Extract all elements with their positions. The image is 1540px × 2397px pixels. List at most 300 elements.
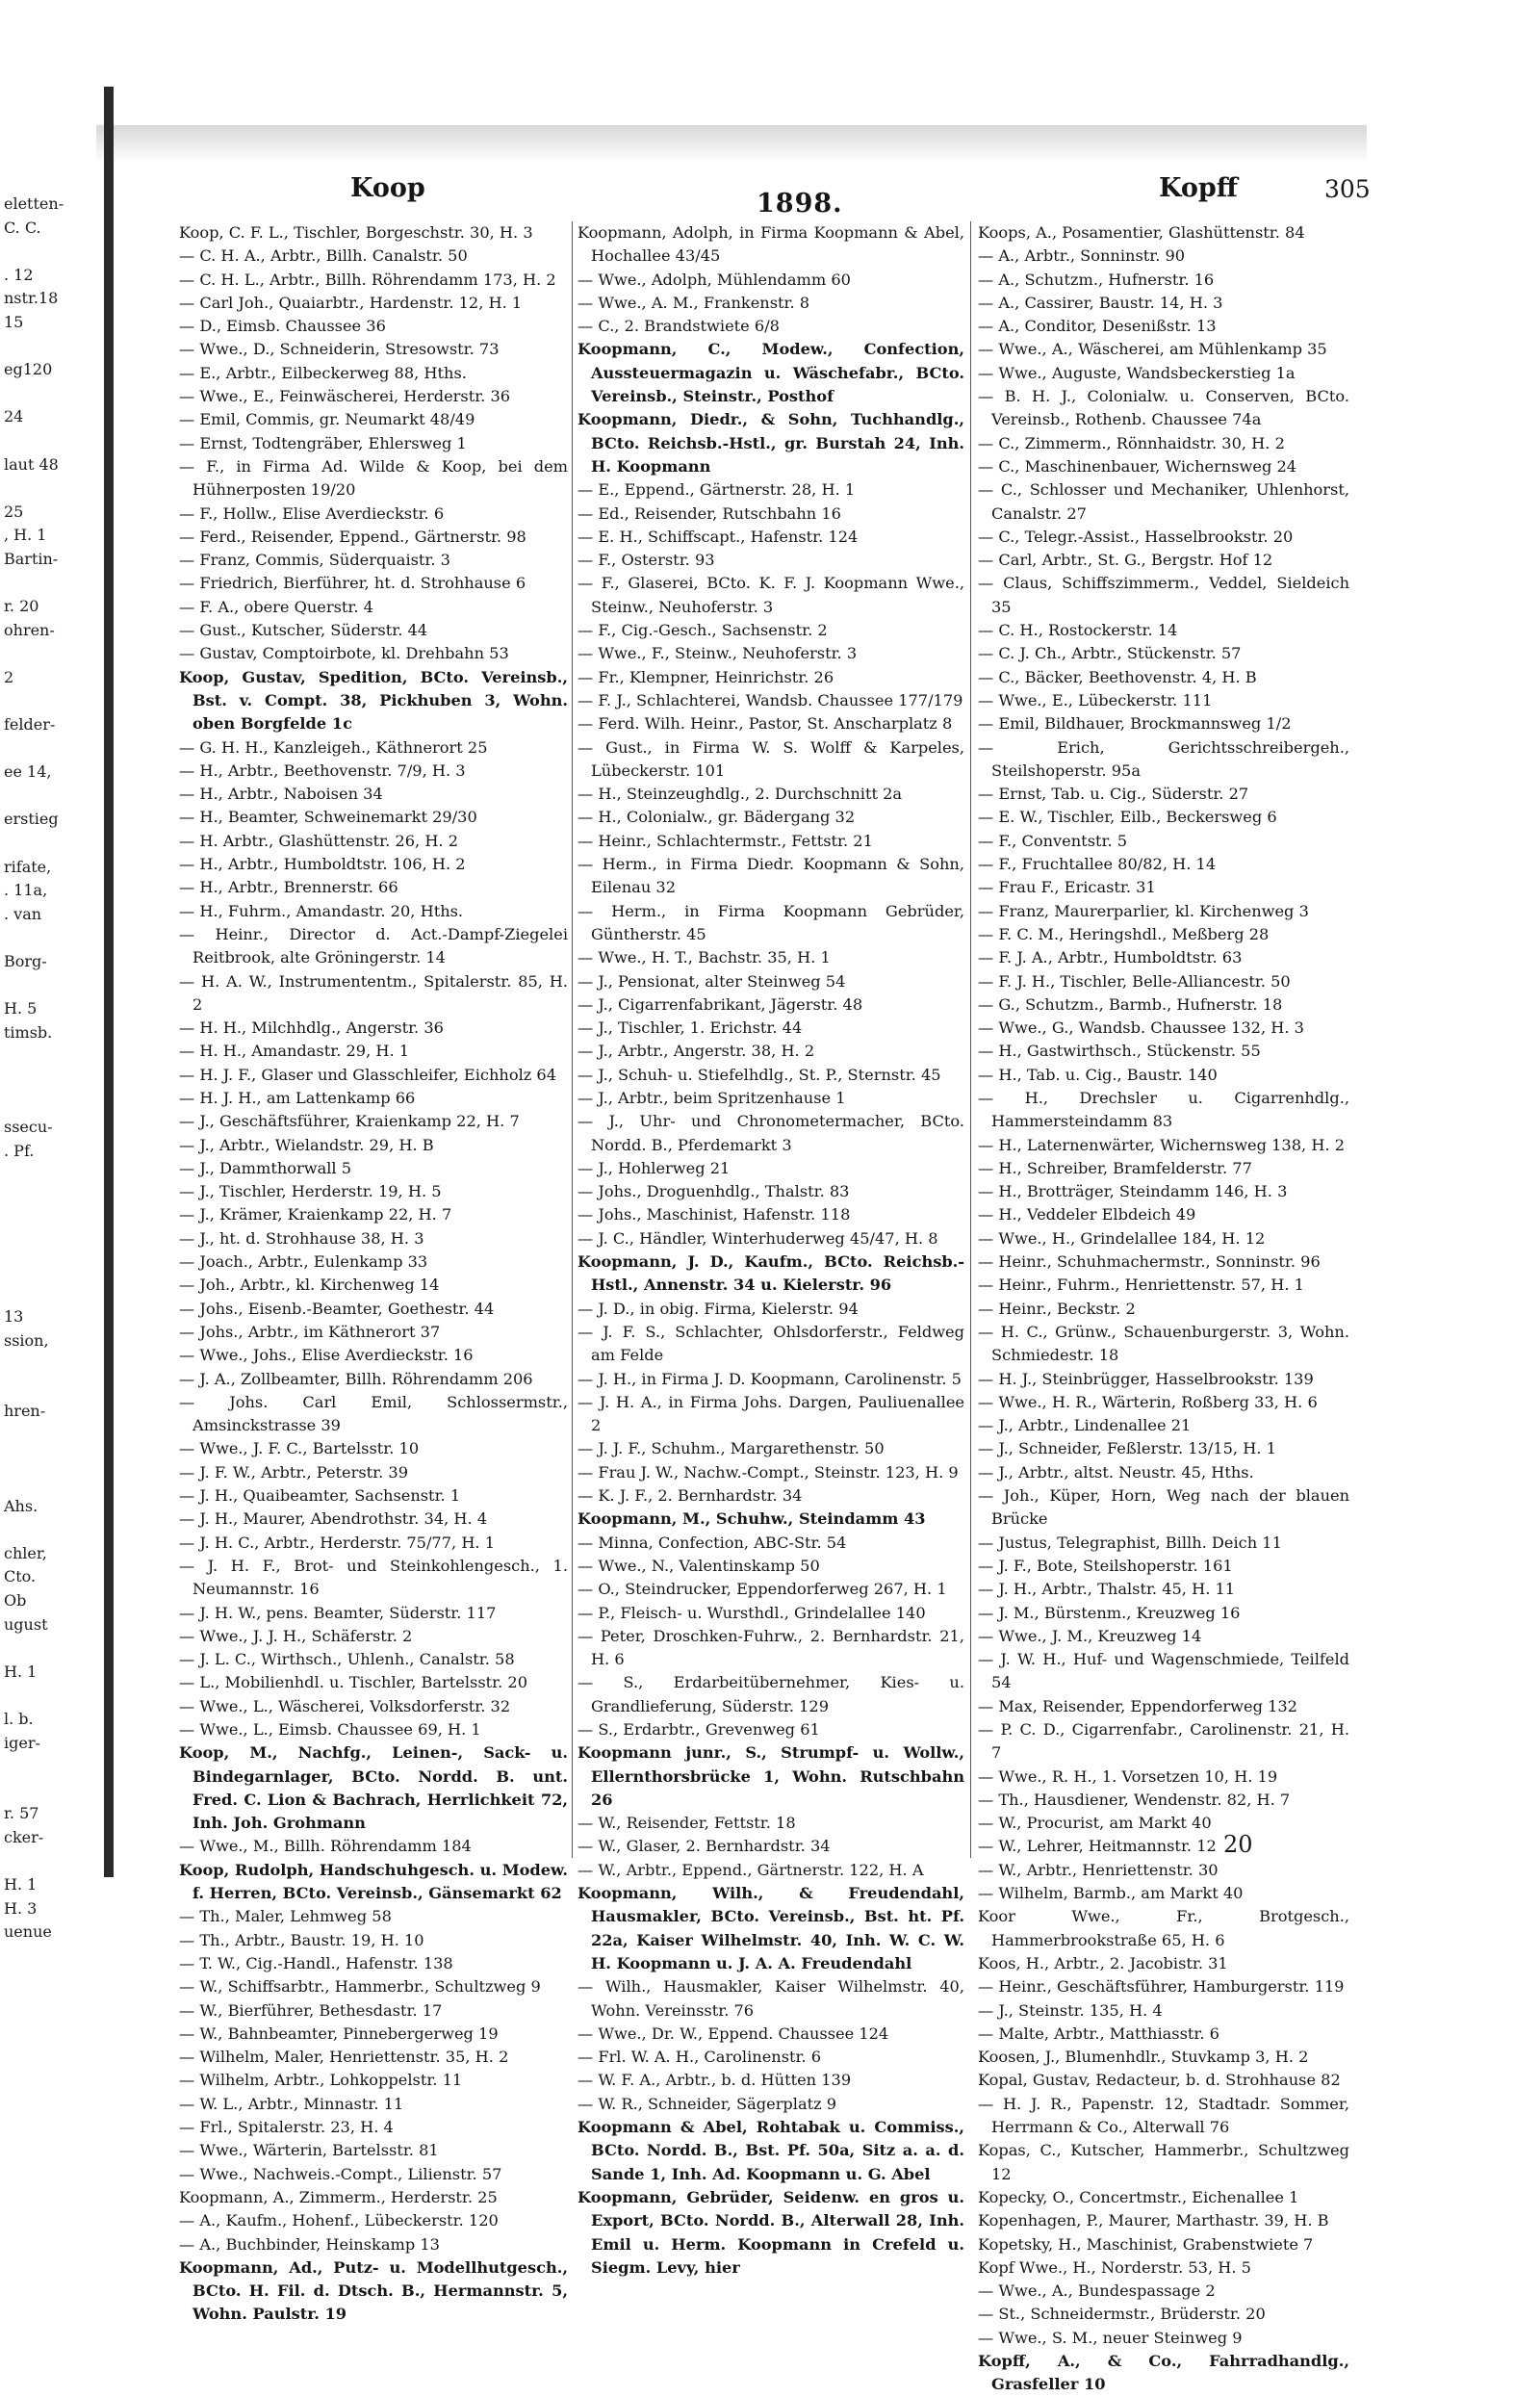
previous-page-line: . 12 — [4, 265, 34, 284]
previous-page-line — [0, 335, 102, 359]
directory-entry: — Claus, Schiffszimmerm., Veddel, Sieldeich 35 — [978, 574, 1349, 616]
directory-entry: — Wwe., G., Wandsb. Chaussee 132, H. 3 — [978, 1018, 1304, 1038]
directory-entry: Koor Wwe., Fr., Brotgesch., Hammerbrookstraße 65, H. 6 — [978, 1907, 1349, 1949]
directory-entry: — J. H. W., pens. Beamter, Süderstr. 117 — [179, 1603, 497, 1622]
directory-entry: — Wwe., A. M., Frankenstr. 8 — [578, 293, 810, 312]
directory-entry: — J., Krämer, Kraienkamp 22, H. 7 — [179, 1205, 452, 1224]
directory-entry: — F., Fruchtallee 80/82, H. 14 — [978, 855, 1217, 874]
directory-entry: — Joh., Küper, Horn, Weg nach der blauen Brücke — [978, 1486, 1349, 1529]
directory-entry: — Ernst, Tab. u. Cig., Süderstr. 27 — [978, 785, 1249, 804]
previous-page-line — [0, 1684, 102, 1708]
directory-entry: — H. C., Grünw., Schauenburgerstr. 3, Wohn. Schmiedestr. 18 — [978, 1322, 1349, 1365]
previous-page-line: r. 20 — [4, 597, 39, 616]
previous-page-line — [0, 1353, 102, 1377]
directory-entry: Koosen, J., Blumenhdlr., Stuvkamp 3, H. 2 — [978, 2048, 1309, 2067]
directory-entry: — J., Tischler, Herderstr. 19, H. 5 — [179, 1182, 442, 1201]
previous-page-line: erstieg — [4, 810, 59, 829]
directory-entry: — Wwe., N., Valentinskamp 50 — [578, 1556, 820, 1575]
previous-page-line — [0, 382, 102, 406]
column-1 — [179, 221, 568, 2324]
directory-entry-heading: Koopmann junr., S., Strumpf- u. Wollw., Ellernthorsbrücke 1, Wohn. Rutschbahn 26 — [578, 1743, 964, 1809]
directory-entry: — Wwe., R. H., 1. Vorsetzen 10, H. 19 — [978, 1766, 1278, 1786]
previous-page-line — [0, 1471, 102, 1495]
directory-entry: — Ernst, Todtengräber, Ehlersweg 1 — [179, 433, 467, 452]
directory-entry: — J., Arbtr., Lindenallee 21 — [978, 1416, 1192, 1435]
directory-entry: — St., Schneidermstr., Brüderstr. 20 — [978, 2305, 1266, 2324]
directory-entry: — H., Beamter, Schweinemarkt 29/30 — [179, 808, 477, 827]
directory-entry: — Wwe., F., Steinw., Neuhoferstr. 3 — [578, 644, 858, 663]
directory-entry: — W. F. A., Arbtr., b. d. Hütten 139 — [578, 2071, 852, 2090]
directory-entry-heading: Koopmann & Abel, Rohtabak u. Commiss., BCto. Nordd. B., Bst. Pf. 50a, Sitz a. a. d. Sande 1, Inh. Ad. Koopmann u. G. Abel — [578, 2118, 964, 2183]
directory-entry: — Th., Hausdiener, Wendenstr. 82, H. 7 — [978, 1790, 1291, 1809]
previous-page-line: Bartin- — [4, 549, 59, 568]
directory-entry: — K. J. F., 2. Bernhardstr. 34 — [578, 1486, 803, 1506]
previous-page-line: C. C. — [4, 218, 41, 237]
directory-entry-heading: Kopff, A., & Co., Fahrradhandlg., Grasfeller 10 — [978, 2352, 1349, 2394]
directory-entry: — Heinr., Schuhmachermstr., Sonninstr. 96 — [978, 1252, 1321, 1272]
directory-entry: — E., Arbtr., Eilbeckerweg 88, Hths. — [179, 363, 467, 382]
directory-entry: — C., Bäcker, Beethovenstr. 4, H. B — [978, 667, 1257, 686]
directory-entry: — Heinr., Director d. Act.-Dampf-Ziegelei Reitbrook, alte Gröningerstr. 14 — [179, 924, 568, 967]
directory-entry: — Heinr., Geschäftsführer, Hamburgerstr. 119 — [978, 1977, 1345, 1997]
directory-entry: — W., Arbtr., Eppend., Gärtnerstr. 122, H. A — [578, 1860, 924, 1879]
directory-entry: — J. D., in obig. Firma, Kielerstr. 94 — [578, 1299, 859, 1318]
directory-entry: — Emil, Commis, gr. Neumarkt 48/49 — [179, 410, 475, 429]
previous-page-line: nstr.18 — [4, 289, 59, 308]
previous-page-line — [0, 1377, 102, 1401]
directory-entry: — H., Brotträger, Steindamm 146, H. 3 — [978, 1182, 1288, 1201]
directory-entry: — J. H. C., Arbtr., Herderstr. 75/77, H. 1 — [179, 1533, 496, 1552]
directory-entry: — F., Glaserei, BCto. K. F. J. Koopmann Wwe., Steinw., Neuhoferstr. 3 — [578, 574, 964, 616]
directory-entry: — Wwe., H. R., Wärterin, Roßberg 33, H. 6 — [978, 1392, 1318, 1411]
directory-entry: — Wwe., H. T., Bachstr. 35, H. 1 — [578, 948, 831, 967]
directory-entry: — H. Arbtr., Glashüttenstr. 26, H. 2 — [179, 831, 459, 850]
directory-entry: — C., Schlosser und Mechaniker, Uhlenhorst, Canalstr. 27 — [978, 480, 1349, 523]
directory-entry: — A., Conditor, Desenißstr. 13 — [978, 317, 1217, 336]
directory-entry: Kopf Wwe., H., Norderstr. 53, H. 5 — [978, 2257, 1251, 2277]
directory-entry: — Johs. Carl Emil, Schlossermstr., Amsinckstrasse 39 — [179, 1392, 568, 1435]
directory-entry: — H., Schreiber, Bramfelderstr. 77 — [978, 1158, 1252, 1177]
previous-page-line — [0, 926, 102, 950]
directory-entry: — J., ht. d. Strohhause 38, H. 3 — [179, 1228, 424, 1248]
directory-entry: — Wilhelm, Maler, Henriettenstr. 35, H. 2 — [179, 2048, 509, 2067]
directory-entry: — A., Buchbinder, Heinskamp 13 — [179, 2234, 440, 2254]
directory-entry: — F. C. M., Heringshdl., Meßberg 28 — [978, 924, 1270, 943]
directory-entry: — Wwe., Nachweis.-Compt., Lilienstr. 57 — [179, 2164, 502, 2183]
previous-page-line — [0, 240, 102, 264]
previous-page-line — [0, 1163, 102, 1187]
directory-entry: — B. H. J., Colonialw. u. Conserven, BCto. Vereinsb., Rothenb. Chaussee 74a — [978, 387, 1349, 429]
directory-entry: Kopenhagen, P., Maurer, Marthastr. 39, H. B — [978, 2211, 1329, 2230]
directory-entry: Kopas, C., Kutscher, Hammerbr., Schultzweg 12 — [978, 2141, 1349, 2183]
directory-entry: — Gust., Kutscher, Süderstr. 44 — [179, 621, 428, 640]
previous-page-line: H. 1 — [4, 1875, 38, 1894]
directory-entry: — H., Tab. u. Cig., Baustr. 140 — [978, 1065, 1218, 1084]
directory-entry: — J., Schuh- u. Stiefelhdlg., St. P., Sternstr. 45 — [578, 1065, 941, 1084]
directory-entry: — Gust., in Firma W. S. Wolff & Karpeles, Lübeckerstr. 101 — [578, 737, 964, 780]
directory-entry: — Wwe., A., Bundespassage 2 — [978, 2281, 1216, 2301]
directory-entry: — O., Steindrucker, Eppendorferweg 267, H. 1 — [578, 1580, 947, 1599]
previous-page-line — [0, 1234, 102, 1258]
directory-entry: Koopmann, A., Zimmerm., Herderstr. 25 — [179, 2187, 498, 2206]
directory-entry: — J. H., Maurer, Abendrothstr. 34, H. 4 — [179, 1509, 488, 1529]
directory-entry: — J., Uhr- und Chronometermacher, BCto. Nordd. B., Pferdemarkt 3 — [578, 1112, 964, 1154]
previous-page-line: . Pf. — [4, 1141, 35, 1160]
directory-entry: — H. A. W., Instrumententm., Spitalerstr. 85, H. 2 — [179, 971, 568, 1014]
directory-entry: Kopecky, O., Concertmstr., Eichenallee 1 — [978, 2187, 1299, 2206]
previous-page-line: ohren- — [4, 620, 55, 639]
directory-entry-heading: Koopmann, J. D., Kaufm., BCto. Reichsb.-Hstl., Annenstr. 34 u. Kielerstr. 96 — [578, 1252, 964, 1295]
year-heading: 1898. — [757, 189, 843, 219]
right-guide-word: Kopff — [1159, 173, 1238, 203]
previous-page-line: hren- — [4, 1402, 46, 1421]
directory-entry-heading: Koopmann, C., Modew., Confection, Aussteuermagazin u. Wäschefabr., BCto. Vereinsb., Steinstr., Posthof — [578, 340, 964, 406]
directory-entry-heading: Koop, Rudolph, Handschuhgesch. u. Modew. f. Herren, BCto. Vereinsb., Gänsemarkt 62 — [179, 1860, 568, 1903]
directory-entry: — Justus, Telegraphist, Billh. Deich 11 — [978, 1533, 1282, 1552]
directory-entry: — H., Drechsler u. Cigarrenhdlg., Hammersteindamm 83 — [978, 1088, 1349, 1131]
previous-page-line — [0, 832, 102, 856]
directory-entry: — F. A., obere Querstr. 4 — [179, 597, 373, 616]
directory-entry: — Wilhelm, Barmb., am Markt 40 — [978, 1884, 1244, 1903]
previous-page-line — [0, 689, 102, 713]
directory-entry: — W. R., Schneider, Sägerplatz 9 — [578, 2094, 837, 2113]
directory-entry: — Franz, Maurerparlier, kl. Kirchenweg 3 — [978, 901, 1309, 920]
directory-entry: — G. H. H., Kanzleigeh., Käthnerort 25 — [179, 737, 488, 757]
directory-entry: Kopetsky, H., Maschinist, Grabenstwiete 7 — [978, 2234, 1314, 2254]
directory-entry: — H. H., Amandastr. 29, H. 1 — [179, 1042, 410, 1061]
directory-entry: Koop, C. F. L., Tischler, Borgeschstr. 30, H. 3 — [179, 223, 533, 242]
directory-entry: — Heinr., Beckstr. 2 — [978, 1299, 1136, 1318]
directory-entry: — Franz, Commis, Süderquaistr. 3 — [179, 551, 450, 570]
previous-page-line: iger- — [4, 1733, 40, 1752]
previous-page-line: l. b. — [4, 1710, 34, 1728]
directory-entry: — Emil, Bildhauer, Brockmannsweg 1/2 — [978, 714, 1292, 734]
directory-page — [179, 162, 1371, 2394]
directory-entry: — H., Arbtr., Naboisen 34 — [179, 785, 383, 804]
directory-entry: — J. H., in Firma J. D. Koopmann, Carolinenstr. 5 — [578, 1369, 962, 1388]
previous-page-line: cker- — [4, 1827, 44, 1846]
directory-entry: — Herm., in Firma Koopmann Gebrüder, Güntherstr. 45 — [578, 901, 964, 943]
directory-entry: — H. J., Steinbrügger, Hasselbrookstr. 139 — [978, 1369, 1314, 1388]
directory-entry: — Max, Reisender, Eppendorferweg 132 — [978, 1696, 1297, 1715]
previous-page-line: timsb. — [4, 1022, 53, 1042]
previous-page-line: Borg- — [4, 952, 47, 970]
previous-page-line — [0, 1424, 102, 1448]
directory-entry-heading: Koopmann, Wilh., & Freudendahl, Hausmakler, BCto. Vereinsb., Bst. ht. Pf. 22a, Kaiser Wilhelmstr. 40, Inh. W. C. W. H. Koopmann u. J. A. A. Freudendahl — [578, 1884, 964, 1972]
previous-page-line: rifate, — [4, 857, 52, 876]
directory-entry: — J., Arbtr., Wielandstr. 29, H. B — [179, 1135, 434, 1154]
directory-entry: — Herm., in Firma Diedr. Koopmann & Sohn, Eilenau 32 — [578, 855, 964, 897]
previous-page-line: 24 — [4, 407, 24, 426]
directory-entry: — J., Schneider, Feßlerstr. 13/15, H. 1 — [978, 1439, 1276, 1458]
directory-entry-heading: Koopmann, M., Schuhw., Steindamm 43 — [578, 1509, 926, 1529]
directory-entry: — H. J. H., am Lattenkamp 66 — [179, 1088, 416, 1107]
previous-page-line — [0, 429, 102, 453]
page-header — [179, 162, 1371, 219]
directory-entry: — J. F. W., Arbtr., Peterstr. 39 — [179, 1462, 409, 1482]
directory-entry: — Minna, Confection, ABC-Str. 54 — [578, 1533, 847, 1552]
directory-entry: — J., Arbtr., Angerstr. 38, H. 2 — [578, 1042, 815, 1061]
previous-page-line: 25 — [4, 502, 24, 521]
directory-entry: — J., Hohlerweg 21 — [578, 1158, 731, 1177]
directory-entry: — J. H., Arbtr., Thalstr. 45, H. 11 — [978, 1580, 1236, 1599]
directory-entry: — J. F. S., Schlachter, Ohlsdorferstr., Feldweg am Felde — [578, 1322, 964, 1365]
previous-page-line: laut 48 — [4, 454, 59, 474]
book-gutter — [104, 87, 114, 1877]
directory-entry: — C., Zimmerm., Rönnhaidstr. 30, H. 2 — [978, 433, 1285, 452]
directory-entry: — S., Erdarbeitübernehmer, Kies- u. Grandlieferung, Süderstr. 129 — [578, 1673, 964, 1715]
directory-entry: — W., Lehrer, Heitmannstr. 12 — [978, 1837, 1217, 1856]
previous-page-line — [0, 1281, 102, 1305]
directory-entry: — H., Arbtr., Brennerstr. 66 — [179, 878, 398, 897]
directory-entry: — Johs., Arbtr., im Käthnerort 37 — [179, 1322, 441, 1341]
directory-entry: — Carl Joh., Quaiarbtr., Hardenstr. 12, H. 1 — [179, 293, 523, 312]
directory-entry: — F., Cig.-Gesch., Sachsenstr. 2 — [578, 621, 828, 640]
previous-page-line: Ahs. — [4, 1496, 38, 1515]
directory-entry: — P., Fleisch- u. Wursthdl., Grindelallee 140 — [578, 1603, 926, 1622]
directory-entry: — Wwe., L., Eimsb. Chaussee 69, H. 1 — [179, 1720, 481, 1739]
previous-page-line: uenue — [4, 1922, 52, 1942]
previous-page-line — [0, 477, 102, 501]
previous-page-line: H. 3 — [4, 1898, 38, 1918]
directory-entry: — H., Fuhrm., Amandastr. 20, Hths. — [179, 901, 464, 920]
previous-page-line: ssecu- — [4, 1118, 53, 1137]
previous-page-line: Cto. — [4, 1567, 37, 1586]
previous-page-line: H. 1 — [4, 1662, 38, 1681]
previous-page-line — [0, 1637, 102, 1661]
directory-entry: — Friedrich, Bierführer, ht. d. Strohhause 6 — [179, 574, 526, 593]
directory-entry: — Wwe., J. M., Kreuzweg 14 — [978, 1626, 1202, 1645]
left-guide-word: Koop — [350, 173, 425, 203]
previous-page-line — [0, 1518, 102, 1542]
previous-page-line: eletten- — [4, 194, 64, 213]
column-3 — [978, 221, 1349, 2394]
directory-entry: — F., Conventstr. 5 — [978, 831, 1128, 850]
directory-entry: — F., Osterstr. 93 — [578, 551, 715, 570]
directory-entry: — S., Erdarbtr., Grevenweg 61 — [578, 1720, 820, 1739]
previous-page-line — [0, 572, 102, 596]
directory-entry: — Frau J. W., Nachw.-Compt., Steinstr. 123, H. 9 — [578, 1462, 959, 1482]
page-number: 305 — [1324, 175, 1371, 203]
directory-entry: — Erich, Gerichtsschreibergeh., Steilshoperstr. 95a — [978, 737, 1349, 780]
previous-page-fragment — [0, 193, 102, 1942]
directory-entry: — W., Reisender, Fettstr. 18 — [578, 1814, 796, 1833]
previous-page-line — [0, 642, 102, 666]
directory-entry: — Ferd., Reisender, Eppend., Gärtnerstr. 98 — [179, 527, 526, 546]
directory-entry: — C. J. Ch., Arbtr., Stückenstr. 57 — [978, 644, 1242, 663]
directory-entry: — F. J., Schlachterei, Wandsb. Chaussee 177/179 — [578, 690, 963, 709]
directory-entry: — Wwe., J. J. H., Schäferstr. 2 — [179, 1626, 413, 1645]
directory-entry: — Joh., Arbtr., kl. Kirchenweg 14 — [179, 1276, 440, 1295]
column-2 — [578, 221, 964, 2277]
previous-page-line — [0, 1850, 102, 1874]
previous-page-line — [0, 1044, 102, 1069]
directory-entry: — Heinr., Fuhrm., Henriettenstr. 57, H. 1 — [978, 1276, 1304, 1295]
previous-page-line — [0, 1069, 102, 1093]
directory-entry: — Wwe., Johs., Elise Averdieckstr. 16 — [179, 1346, 474, 1365]
directory-entry: — J. M., Bürstenm., Kreuzweg 16 — [978, 1603, 1241, 1622]
directory-entry-heading: Koopmann, Diedr., & Sohn, Tuchhandlg., BCto. Reichsb.-Hstl., gr. Burstah 24, Inh. H. Koopmann — [578, 410, 964, 476]
previous-page-line — [0, 1447, 102, 1471]
directory-entry: — W., Schiffsarbtr., Hammerbr., Schultzweg 9 — [179, 1977, 541, 1997]
previous-page-line: ugust — [4, 1614, 48, 1634]
directory-entry: Koos, H., Arbtr., 2. Jacobistr. 31 — [978, 1953, 1228, 1972]
directory-entry: — J. H. A., in Firma Johs. Dargen, Pauliuenallee 2 — [578, 1392, 964, 1435]
directory-entry: — Johs., Droguenhdlg., Thalstr. 83 — [578, 1182, 850, 1201]
columns — [179, 221, 1349, 2394]
directory-entry: — H., Steinzeughdlg., 2. Durchschnitt 2a — [578, 785, 903, 804]
directory-entry: — W., Bierführer, Bethesdastr. 17 — [179, 2000, 443, 2020]
directory-entry: — Wwe., Auguste, Wandsbeckerstieg 1a — [978, 363, 1296, 382]
previous-page-line: 2 — [4, 667, 14, 686]
directory-entry: — H., Gastwirthsch., Stückenstr. 55 — [978, 1042, 1261, 1061]
directory-entry: — W., Glaser, 2. Bernhardstr. 34 — [578, 1837, 831, 1856]
previous-page-line — [0, 1779, 102, 1803]
directory-entry: — Wwe., A., Wäscherei, am Mühlenkamp 35 — [978, 340, 1327, 359]
directory-entry: — F., Hollw., Elise Averdieckstr. 6 — [179, 503, 445, 523]
directory-entry: — J., Geschäftsführer, Kraienkamp 22, H. 7 — [179, 1112, 520, 1131]
directory-entry: — F., in Firma Ad. Wilde & Koop, bei dem Hühnerposten 19/20 — [179, 456, 568, 500]
directory-entry: — G., Schutzm., Barmb., Hufnerstr. 18 — [978, 994, 1283, 1014]
directory-entry: — Wwe., J. F. C., Bartelsstr. 10 — [179, 1439, 420, 1458]
directory-entry: — H., Arbtr., Beethovenstr. 7/9, H. 3 — [179, 760, 466, 780]
directory-entry: — H., Laternenwärter, Wichernsweg 138, H. 2 — [978, 1135, 1346, 1154]
directory-entry: — E. W., Tischler, Eilb., Beckersweg 6 — [978, 808, 1277, 827]
directory-entry: — Frl., Spitalerstr. 23, H. 4 — [179, 2118, 394, 2137]
directory-entry: — C. H., Rostockerstr. 14 — [978, 621, 1178, 640]
directory-entry: — Th., Arbtr., Baustr. 19, H. 10 — [179, 1930, 424, 1949]
directory-entry: — W. L., Arbtr., Minnastr. 11 — [179, 2094, 404, 2113]
directory-entry: — E. H., Schiffscapt., Hafenstr. 124 — [578, 527, 859, 546]
previous-page-line: , H. 1 — [4, 526, 47, 545]
directory-entry: — H., Veddeler Elbdeich 49 — [978, 1205, 1196, 1224]
directory-entry: — J. H., Quaibeamter, Sachsenstr. 1 — [179, 1486, 461, 1506]
directory-entry: — Wwe., L., Wäscherei, Volksdorferstr. 32 — [179, 1696, 511, 1715]
directory-entry: — C., Telegr.-Assist., Hasselbrookstr. 20 — [978, 527, 1294, 546]
previous-page-line — [0, 974, 102, 998]
directory-entry: — Wilhelm, Arbtr., Lohkoppelstr. 11 — [179, 2071, 463, 2090]
directory-entry-heading: Koop, Gustav, Spedition, BCto. Vereinsb., Bst. v. Compt. 38, Pickhuben 3, Wohn. oben Borgfelde 1c — [179, 667, 568, 734]
directory-entry: — Frau F., Ericastr. 31 — [978, 878, 1156, 897]
directory-entry: — Gustav, Comptoirbote, kl. Drehbahn 53 — [179, 644, 509, 663]
directory-entry: — Wwe., E., Lübeckerstr. 111 — [978, 690, 1213, 709]
directory-entry: — H. J. R., Papenstr. 12, Stadtadr. Sommer, Herrmann & Co., Alterwall 76 — [978, 2094, 1349, 2137]
directory-entry: — Ed., Reisender, Rutschbahn 16 — [578, 503, 841, 523]
directory-entry: — J. C., Händler, Winterhuderweg 45/47, H. 8 — [578, 1228, 938, 1248]
directory-entry: — J., Arbtr., altst. Neustr. 45, Hths. — [978, 1462, 1254, 1482]
directory-entry: — Wwe., E., Feinwäscherei, Herderstr. 36 — [179, 387, 511, 406]
previous-page-line: felder- — [4, 715, 56, 735]
directory-entry: — D., Eimsb. Chaussee 36 — [179, 317, 386, 336]
signature-mark: 20 — [1223, 1831, 1253, 1858]
directory-entry: — Wwe., Wärterin, Bartelsstr. 81 — [179, 2141, 439, 2160]
directory-entry: — Johs., Eisenb.-Beamter, Goethestr. 44 — [179, 1299, 495, 1318]
directory-entry: — Wwe., Adolph, Mühlendamm 60 — [578, 270, 851, 289]
directory-entry: — Malte, Arbtr., Matthiasstr. 6 — [978, 2023, 1219, 2043]
directory-entry: — J., Cigarrenfabrikant, Jägerstr. 48 — [578, 994, 863, 1014]
directory-entry: Koops, A., Posamentier, Glashüttenstr. 84 — [978, 223, 1305, 242]
directory-entry: — Ferd. Wilh. Heinr., Pastor, St. Anscharplatz 8 — [578, 714, 953, 734]
directory-entry: — J., Dammthorwall 5 — [179, 1158, 352, 1177]
directory-entry: Kopal, Gustav, Redacteur, b. d. Strohhause 82 — [978, 2071, 1341, 2090]
directory-entry: — F. J. A., Arbtr., Humboldtstr. 63 — [978, 948, 1243, 967]
directory-entry: — C., Maschinenbauer, Wichernsweg 24 — [978, 456, 1297, 476]
previous-page-line: eg120 — [4, 360, 53, 379]
directory-entry: — J. H. F., Brot- und Steinkohlengesch., 1. Neumannstr. 16 — [179, 1556, 568, 1599]
directory-entry: — Fr., Klempner, Heinrichstr. 26 — [578, 667, 834, 686]
previous-page-line — [0, 737, 102, 761]
directory-entry: — J., Arbtr., beim Spritzenhause 1 — [578, 1088, 846, 1107]
directory-entry: — T. W., Cig.-Handl., Hafenstr. 138 — [179, 1953, 453, 1972]
directory-entry: — Peter, Droschken-Fuhrw., 2. Bernhardstr. 21, H. 6 — [578, 1626, 964, 1669]
directory-entry: — H., Arbtr., Humboldtstr. 106, H. 2 — [179, 855, 466, 874]
directory-entry: — H., Colonialw., gr. Bädergang 32 — [578, 808, 856, 827]
previous-page-line: 13 — [4, 1306, 24, 1326]
directory-entry: — J. F., Bote, Steilshoperstr. 161 — [978, 1556, 1233, 1575]
directory-entry: — Wwe., M., Billh. Röhrendamm 184 — [179, 1837, 472, 1856]
directory-entry: — W., Bahnbeamter, Pinnebergerweg 19 — [179, 2023, 499, 2043]
previous-page-line: ee 14, — [4, 762, 52, 782]
directory-entry: — C. H. L., Arbtr., Billh. Röhrendamm 173, H. 2 — [179, 270, 556, 289]
directory-entry: — Wwe., Dr. W., Eppend. Chaussee 124 — [578, 2023, 889, 2043]
directory-entry: — A., Cassirer, Baustr. 14, H. 3 — [978, 293, 1223, 312]
directory-entry: — Johs., Maschinist, Hafenstr. 118 — [578, 1205, 851, 1224]
directory-entry: — Wwe., S. M., neuer Steinweg 9 — [978, 2328, 1243, 2347]
directory-entry: — P. C. D., Cigarrenfabr., Carolinenstr. 21, H. 7 — [978, 1720, 1349, 1763]
directory-entry: — A., Kaufm., Hohenf., Lübeckerstr. 120 — [179, 2211, 499, 2230]
directory-entry: — J., Steinstr. 135, H. 4 — [978, 2000, 1163, 2020]
previous-page-line: chler, — [4, 1543, 47, 1562]
directory-entry: — Wwe., H., Grindelallee 184, H. 12 — [978, 1228, 1266, 1248]
directory-entry: — Wilh., Hausmakler, Kaiser Wilhelmstr. 40, Wohn. Vereinsstr. 76 — [578, 1977, 964, 2020]
directory-entry: — J. A., Zollbeamter, Billh. Röhrendamm 206 — [179, 1369, 533, 1388]
scan-shadow — [96, 125, 1367, 164]
directory-entry: — H. J. F., Glaser und Glasschleifer, Eichholz 64 — [179, 1065, 557, 1084]
previous-page-line: ssion, — [4, 1330, 49, 1350]
directory-entry: — E., Eppend., Gärtnerstr. 28, H. 1 — [578, 480, 856, 500]
directory-entry: — J., Pensionat, alter Steinweg 54 — [578, 971, 846, 991]
directory-entry: — J., Tischler, 1. Erichstr. 44 — [578, 1018, 803, 1038]
previous-page-line: . van — [4, 904, 42, 923]
previous-page-line: 15 — [4, 312, 24, 331]
directory-entry: — W., Procurist, am Markt 40 — [978, 1814, 1212, 1833]
directory-entry: — Wwe., D., Schneiderin, Stresowstr. 73 — [179, 340, 500, 359]
directory-entry: — J. L. C., Wirthsch., Uhlenh., Canalstr. 58 — [179, 1650, 515, 1669]
directory-entry: — A., Schutzm., Hufnerstr. 16 — [978, 270, 1215, 289]
directory-entry: — A., Arbtr., Sonninstr. 90 — [978, 246, 1186, 266]
directory-entry: — J. J. F., Schuhm., Margarethenstr. 50 — [578, 1439, 885, 1458]
directory-entry: Koopmann, Adolph, in Firma Koopmann & Abel, Hochallee 43/45 — [578, 223, 964, 266]
directory-entry: — Carl, Arbtr., St. G., Bergstr. Hof 12 — [978, 551, 1273, 570]
directory-entry: — Frl. W. A. H., Carolinenstr. 6 — [578, 2048, 822, 2067]
previous-page-line: Ob — [4, 1591, 27, 1611]
directory-entry: — H. H., Milchhdlg., Angerstr. 36 — [179, 1018, 444, 1038]
directory-entry: — F. J. H., Tischler, Belle-Alliancestr. 50 — [978, 971, 1291, 991]
previous-page-line: . 11a, — [4, 881, 48, 900]
previous-page-line — [0, 1755, 102, 1779]
directory-entry: — Heinr., Schlachtermstr., Fettstr. 21 — [578, 831, 873, 850]
directory-entry: — Th., Maler, Lehmweg 58 — [179, 1907, 392, 1926]
directory-entry: — L., Mobilienhdl. u. Tischler, Bartelsstr. 20 — [179, 1673, 528, 1692]
previous-page-line — [0, 785, 102, 809]
directory-entry-heading: Koopmann, Ad., Putz- u. Modellhutgesch., BCto. H. Fil. d. Dtsch. B., Hermannstr. 5, Wohn. Paulstr. 19 — [179, 2257, 568, 2324]
directory-entry: — C. H. A., Arbtr., Billh. Canalstr. 50 — [179, 246, 468, 266]
previous-page-line: H. 5 — [4, 999, 38, 1018]
directory-entry: — C., 2. Brandstwiete 6/8 — [578, 317, 780, 336]
directory-entry: — J. W. H., Huf- und Wagenschmiede, Teilfeld 54 — [978, 1650, 1349, 1692]
previous-page-line — [0, 1211, 102, 1235]
previous-page-line — [0, 1187, 102, 1211]
